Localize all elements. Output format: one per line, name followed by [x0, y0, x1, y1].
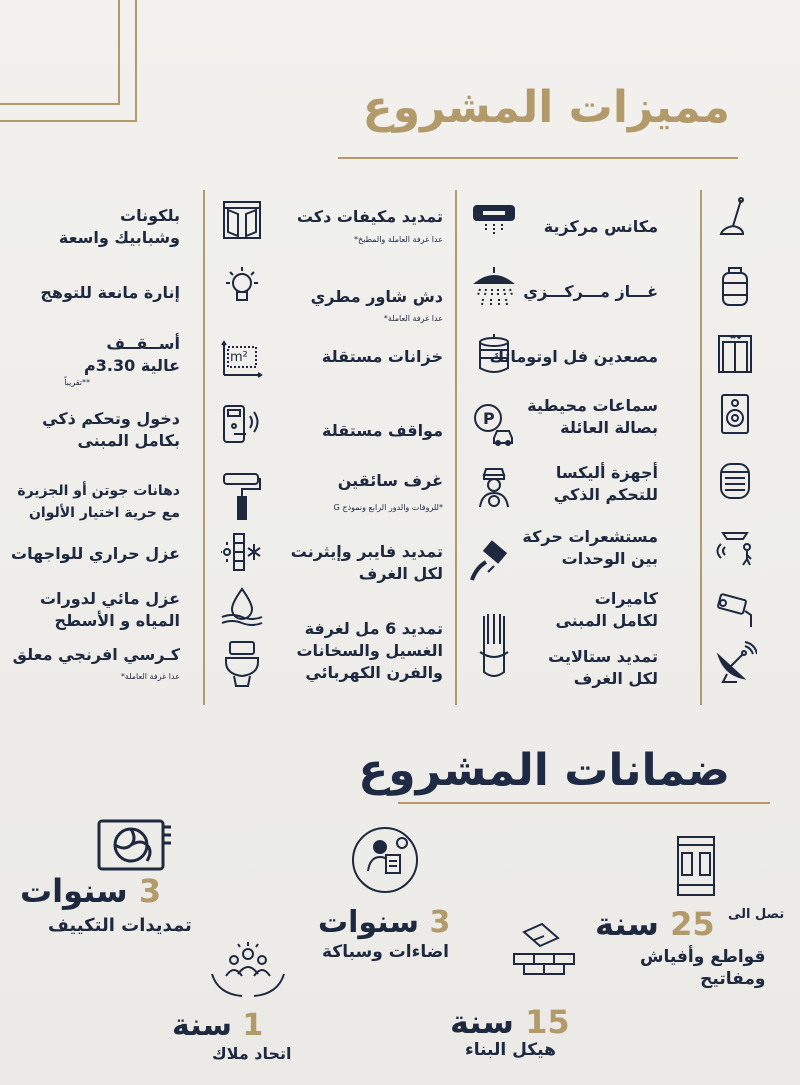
corner-frame-inner [0, 0, 120, 105]
feature-vacuum: مكانس مركزية [543, 217, 658, 236]
guarantee-structure-label: هيكل البناء [465, 1040, 556, 1060]
window-icon [220, 198, 264, 242]
svg-text:m²: m² [230, 350, 248, 365]
elevator-icon [713, 332, 757, 376]
features-title: مميزات المشروع [362, 82, 730, 133]
guarantee-ac-years [20, 872, 161, 910]
feature-fiber-ethernet: تمديد فايبر وإيثرنت لكل الغرف [290, 542, 443, 583]
motion-sensor-icon [713, 525, 757, 569]
note-high-ceilings: **تقريباً [64, 378, 90, 387]
guarantee-breakers-number: 25 [670, 905, 715, 943]
guarantee-ac-number: 3 [138, 872, 162, 910]
feature-duct-ac: تمديد مكيفات دكت [296, 207, 443, 226]
feature-thermal-insulation: عزل حراري للواجهات [11, 544, 180, 563]
feature-high-ceilings: أســقــف عالية 3.30م [84, 334, 180, 375]
guarantees-title-rule [398, 802, 770, 804]
guarantee-lighting-label: اضاءات وسباكة [322, 942, 449, 962]
guarantee-lighting-unit: سنوات [318, 905, 419, 940]
feature-wall-toilet: كـرسي افرنجي معلق [12, 645, 180, 664]
guarantee-breakers-years [595, 905, 715, 943]
paint-roller-icon [220, 470, 264, 526]
feature-water-tanks: خزانات مستقلة [321, 347, 443, 366]
guarantee-breakers-prefix: تصل الى [728, 907, 785, 922]
feature-alexa: أجهزة أليكسا للتحكم الذكي [553, 463, 658, 504]
feature-driver-rooms: غرف سائقين [337, 471, 443, 490]
guarantees-title: ضمانات المشروع [358, 745, 730, 796]
guarantee-owners-number: 1 [242, 1008, 264, 1043]
feature-6mm-wiring: تمديد 6 مل لغرفة الغسيل والسخانات والفرن الكهربائي [296, 619, 443, 682]
guarantee-structure-unit: سنة [450, 1003, 514, 1041]
feature-surround-speakers: سماعات محيطية بصالة العائلة [527, 396, 658, 437]
feature-water-insulation: عزل مائي لدورات المياه و الأسطح [40, 589, 180, 630]
guarantee-owners-label: اتحاد ملاك [212, 1044, 292, 1063]
lightbulb-icon [220, 265, 264, 309]
smart-lock-icon [220, 402, 264, 446]
note-wall-toilet: عدا غرفة العاملة* [120, 672, 180, 681]
guarantee-structure-number: 15 [525, 1003, 570, 1041]
vacuum-icon [713, 196, 757, 240]
feature-parking: مواقف مستقلة [322, 421, 443, 440]
parking-icon [472, 402, 516, 446]
guarantee-lighting-number: 3 [429, 905, 451, 940]
guarantee-breakers-label: قواطع وأفياش ومفاتيح [640, 947, 766, 989]
guarantee-owners-unit: سنة [172, 1008, 232, 1043]
technician-icon [350, 825, 420, 899]
toilet-icon [220, 640, 264, 690]
guarantee-structure-years [450, 1003, 570, 1041]
guarantee-breakers-unit: سنة [595, 905, 659, 943]
divider-left [203, 190, 205, 705]
guarantee-owners-years [172, 1008, 263, 1043]
water-insulation-icon [220, 585, 264, 629]
thermal-insulation-icon [220, 530, 264, 574]
feature-rain-shower: دش شاور مطري [310, 287, 443, 306]
rain-shower-icon [472, 265, 516, 309]
cable-icon [472, 612, 516, 682]
feature-elevators: مصعدين فل اوتوماتك [489, 347, 658, 366]
water-tank-icon [472, 332, 516, 376]
feature-cameras: كاميرات لكامل المبنى [555, 589, 658, 630]
speaker-icon [713, 392, 757, 436]
ethernet-icon [468, 540, 512, 584]
feature-paints: دهانات جوتن أو الجزيرة مع حرية اختيار الألوان [17, 483, 180, 521]
note-rain-shower: عدا غرفة العاملة* [383, 314, 443, 323]
bricks-icon [510, 920, 580, 986]
community-icon [208, 940, 288, 1006]
satellite-icon [713, 640, 757, 684]
note-duct-ac: عدا غرفة العاملة والمطبخ* [353, 235, 443, 244]
feature-anti-glare: إنارة مانعة للتوهج [40, 283, 180, 302]
guarantee-lighting-years [318, 905, 450, 940]
feature-satellite: تمديد ستالايت لكل الغرف [548, 647, 658, 688]
duct-ac-icon [472, 198, 516, 242]
feature-motion-sensors: مستشعرات حركة بين الوحدات [522, 527, 658, 568]
note-driver-rooms: *للروفات والدور الرابع ونموذج G [333, 503, 443, 512]
area-m2-icon [220, 335, 264, 379]
gas-cylinder-icon [713, 265, 757, 309]
guarantee-ac-label: تمديدات التكييف [48, 915, 192, 936]
breaker-icon [676, 835, 716, 901]
features-title-rule [338, 157, 738, 159]
camera-icon [713, 585, 757, 629]
driver-icon [472, 465, 516, 509]
feature-central-gas: غـــاز مـــركـــزي [523, 282, 658, 301]
smart-speaker-icon [713, 458, 757, 502]
divider-right [700, 190, 702, 705]
divider-center [455, 190, 457, 705]
guarantee-ac-unit: سنوات [20, 872, 128, 910]
feature-smart-access: دخول وتحكم ذكي بكامل المبنى [42, 409, 180, 450]
svg-text:P: P [483, 409, 495, 428]
feature-balconies: بلكونات وشبابيك واسعة [58, 206, 180, 247]
